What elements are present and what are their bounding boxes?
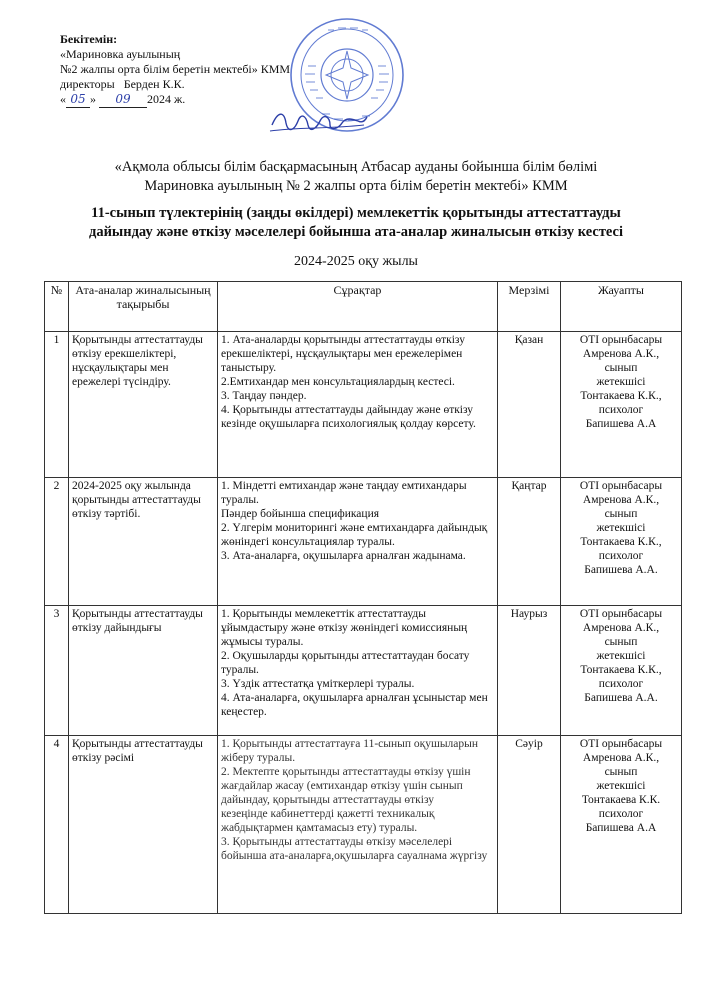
row-questions: 1. Қорытынды аттестаттауға 11-сынып оқушыларын жіберу туралы. 2. Мектепте қорытынды аттестаттауды өткізу үшін жағдайлар жасау (емтихандар өткізу үшін сынып дайындау, қорытынды аттестаттауды өткізу кезеңінде кабинеттерді қажетті техникалық жабдықтармен қамтамасыз ету) туралы. 3. Қорытынды аттестаттауды өткізу мәселелері бойынша ата-аналарға,оқушыларға сауалнама жүргізу: [218, 736, 498, 914]
row-term: Наурыз: [498, 606, 561, 736]
approval-line-1: «Мариновка ауылының: [60, 47, 181, 61]
row-responsible: ОТІ орынбасары Амренова А.К., сынып жетекшісі Тонтакаева К.К., психолог Бапишева А.А.: [561, 478, 682, 606]
row-term: Сәуір: [498, 736, 561, 914]
header-questions: Сұрақтар: [218, 282, 498, 332]
table-row: [45, 606, 682, 736]
row-questions: 1. Қорытынды мемлекеттік аттестаттауды ұйымдастыру және өткізу жөніндегі комиссияның жұмысы туралы. 2. Оқушыларды қорытынды аттестаттаудан босату туралы. 3. Үздік аттестатқа үміткерлері туралы. 4. Ата-аналарға, оқушыларға арналған ұсыныстар мен кеңестер.: [218, 606, 498, 736]
date-year: 2024 ж.: [147, 92, 186, 106]
academic-year: 2024-2025 оқу жылы: [294, 254, 418, 269]
header-term: Мерзімі: [498, 282, 561, 332]
director-name: Берден К.К.: [123, 77, 185, 91]
approval-title: Бекітемін:: [60, 32, 118, 46]
approval-line-2: №2 жалпы орта білім беретін мектебі» КММ: [60, 62, 291, 76]
document-title-line-2: дайындау және өткізу мәселелері бойынша ата-аналар жиналысын өткізу кестесі: [88, 224, 624, 240]
organization-heading: [40, 158, 672, 196]
header-number: №: [45, 282, 69, 332]
header-topic: Ата-аналар жиналысының тақырыбы: [69, 282, 218, 332]
row-number: 4: [45, 736, 69, 914]
director-signature: [268, 103, 368, 143]
date-month: 09: [99, 92, 147, 108]
row-responsible: ОТІ орынбасары Амренова А.К., сынып жетекшісі Тонтакаева К.К., психолог Бапишева А.А.: [561, 606, 682, 736]
table-row: [45, 332, 682, 478]
row-term: Қаңтар: [498, 478, 561, 606]
row-responsible: ОТІ орынбасары Амренова А.К., сынып жетекшісі Тонтакаева К.К. психолог Бапишева А.А: [561, 736, 682, 914]
date-open-quote: «: [60, 92, 66, 106]
document-title: [34, 204, 678, 242]
date-day: 05: [66, 92, 90, 108]
organization-line-1: «Ақмола облысы білім басқармасының Атбасар ауданы бойынша білім бөлімі: [114, 159, 598, 175]
row-topic: 2024-2025 оқу жылында қорытынды аттестаттауды өткізу тәртібі.: [69, 478, 218, 606]
document-title-line-1: 11-сынып түлектерінің (заңды өкілдері) мемлекеттік қорытынды аттестаттауды: [91, 205, 621, 221]
director-label: директоры: [60, 77, 115, 91]
table-header-row: [45, 282, 682, 332]
row-questions: 1. Міндетті емтихандар және таңдау емтихандары туралы. Пәндер бойынша спецификация 2. Үлгерім мониторингі және емтихандарға дайындық жөніндегі консультациялар туралы. 3. Ата-аналарға, оқушыларға арналған жадынама.: [218, 478, 498, 606]
row-topic: Қорытынды аттестаттауды өткізу ерекшеліктері, нұсқаулықтары мен ережелері түсіндіру.: [69, 332, 218, 478]
header-responsible: Жауапты: [561, 282, 682, 332]
row-topic: Қорытынды аттестаттауды өткізу дайындығы: [69, 606, 218, 736]
table-row: [45, 478, 682, 606]
row-term: Қазан: [498, 332, 561, 478]
approval-block: [60, 32, 290, 108]
table-row: [45, 736, 682, 914]
approval-line-3: [60, 77, 290, 92]
row-topic: Қорытынды аттестаттауды өткізу рәсімі: [69, 736, 218, 914]
row-number: 3: [45, 606, 69, 736]
row-questions: 1. Ата-аналарды қорытынды аттестаттауды өткізу ерекшеліктері, нұсқаулықтары мен ережелерімен таныстыру. 2.Емтихандар мен консультациялардың кестесі. 3. Таңдау пәндер. 4. Қорытынды аттестаттауды дайындау және өткізу кезінде оқушыларға психологиялық қолдау көрсету.: [218, 332, 498, 478]
row-responsible: ОТІ орынбасары Амренова А.К., сынып жетекшісі Тонтакаева К.К., психолог Бапишева А.А: [561, 332, 682, 478]
approval-date: [60, 92, 290, 108]
row-number: 1: [45, 332, 69, 478]
organization-line-2: Мариновка ауылының № 2 жалпы орта білім беретін мектебі» КММ: [144, 178, 568, 194]
date-close-quote: »: [90, 92, 96, 106]
row-number: 2: [45, 478, 69, 606]
schedule-table: [44, 281, 682, 914]
